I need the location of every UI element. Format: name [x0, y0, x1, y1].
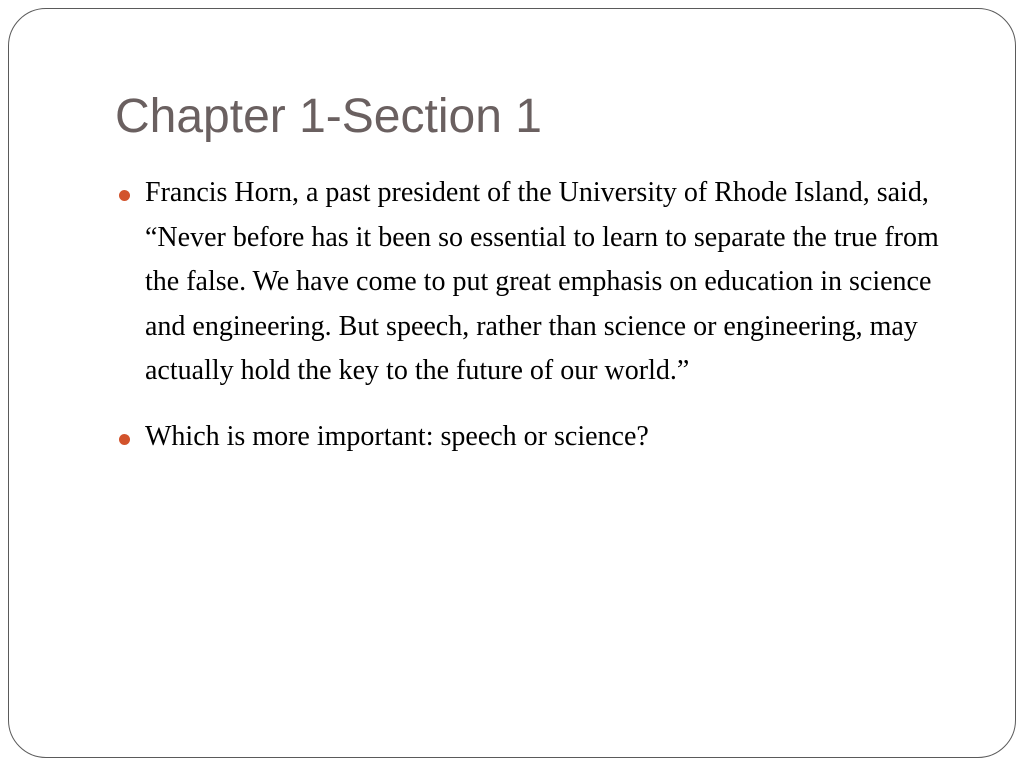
bullet-item-quote: [115, 171, 945, 394]
bullet-item-question: [115, 415, 945, 460]
bullet-list: [115, 171, 945, 480]
slide-frame: [8, 8, 1016, 758]
bullet-text: Which is more important: speech or science?: [145, 420, 649, 452]
slide-title: Chapter 1-Section 1: [115, 90, 542, 143]
bullet-dot-icon: [119, 434, 130, 445]
bullet-dot-icon: [119, 190, 130, 201]
bullet-text: Francis Horn, a past president of the University of Rhode Island, said, “Never before has it been so essential to learn to separate the true from the false. We have come to put great emphasis on education in science and engineering. But speech, rather than science or engineering, may actually hold the key to the future of our world.”: [145, 177, 939, 386]
